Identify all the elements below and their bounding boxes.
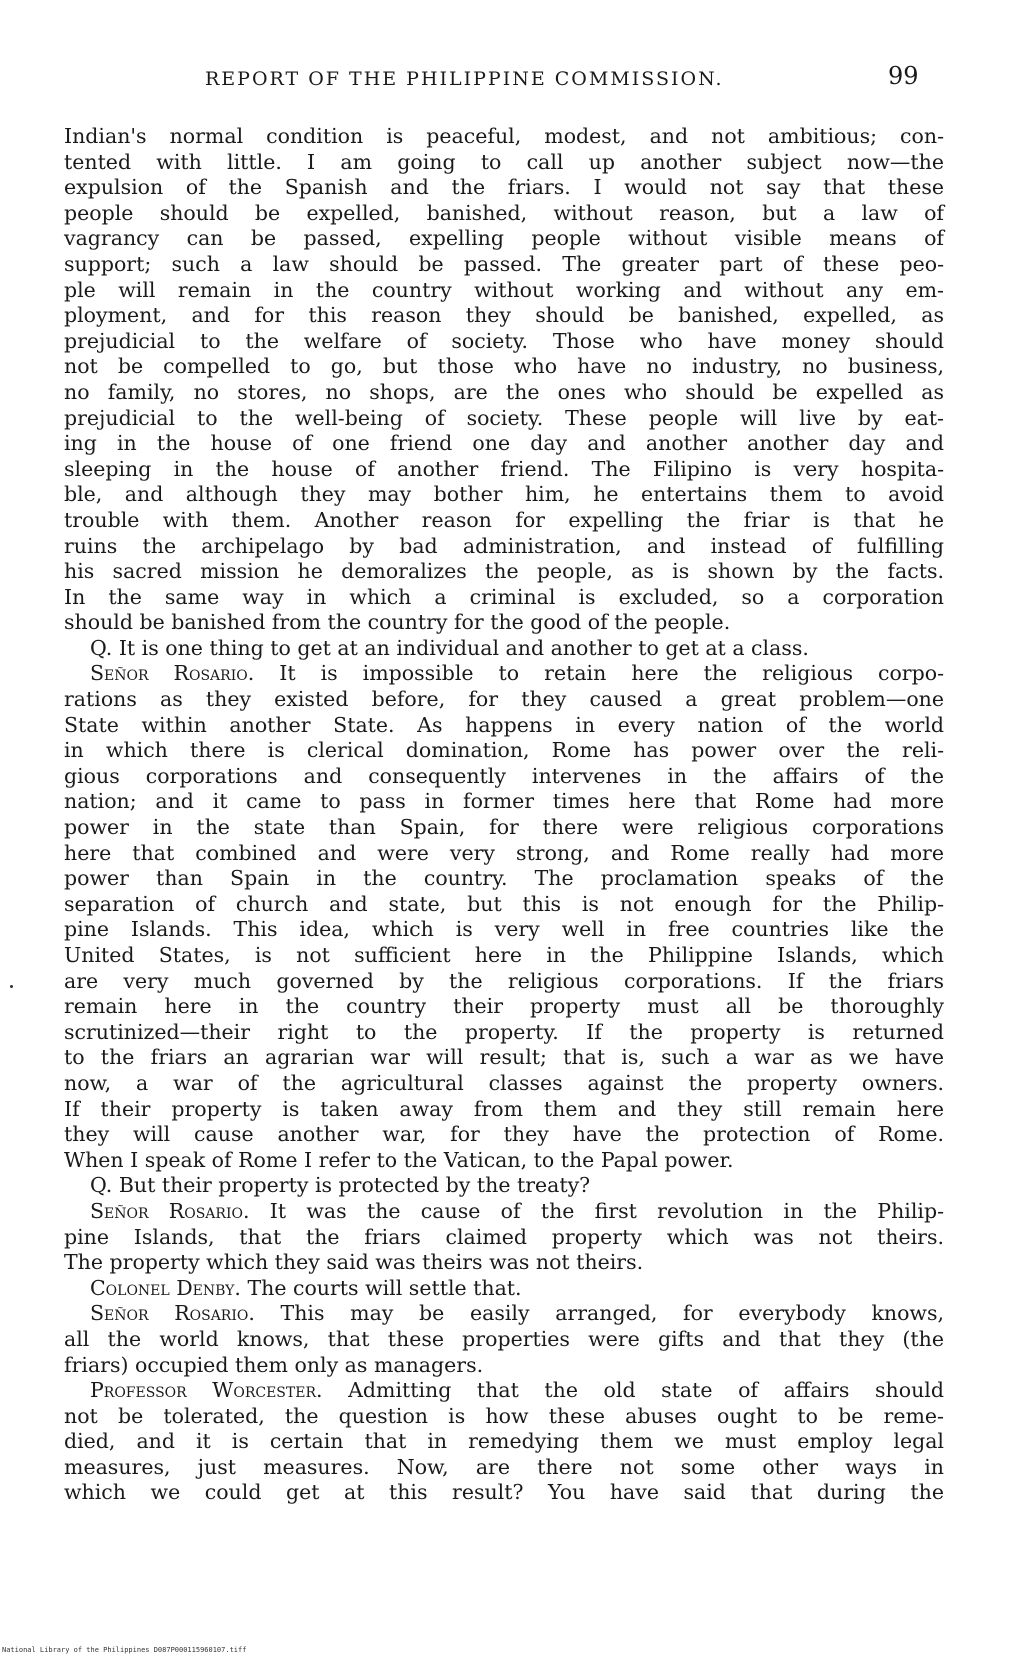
text-line xyxy=(64,457,944,483)
text-line xyxy=(64,1071,944,1097)
line-text: ing in the house of one friend one day and another another day and xyxy=(64,431,944,456)
line-text: people should be expelled, banished, without reason, but a law of xyxy=(64,200,944,225)
text-line xyxy=(64,201,944,227)
line-text: which we could get at this result? You have said that during the xyxy=(64,1480,944,1505)
text-line xyxy=(64,841,944,867)
line-text: not be tolerated, the question is how these abuses ought to be reme- xyxy=(64,1403,944,1428)
line-text: sleeping in the house of another friend. The Filipino is very hospita- xyxy=(64,456,944,481)
text-line xyxy=(64,943,944,969)
line-text: power than Spain in the country. The proclamation speaks of the xyxy=(64,866,944,891)
text-line xyxy=(64,764,944,790)
line-text: pine Islands. This idea, which is very well in free countries like the xyxy=(64,917,944,942)
line-text: in which there is clerical domination, Rome has power over the reli- xyxy=(64,738,944,763)
text-line xyxy=(64,559,944,585)
scan-source-footer: National Library of the Philippines D087P000115960107.tiff xyxy=(2,1646,247,1654)
text-line xyxy=(64,1455,944,1481)
text-line xyxy=(64,380,944,406)
text-line xyxy=(64,1122,944,1148)
text-line xyxy=(64,406,944,432)
line-text: to the friars an agrarian war will result; that is, such a war as we have xyxy=(64,1045,944,1070)
text-line xyxy=(64,585,944,611)
body-text xyxy=(64,124,944,1506)
text-line xyxy=(64,1480,944,1506)
text-line xyxy=(64,1404,944,1430)
text-line xyxy=(64,1173,944,1199)
text-line xyxy=(64,1225,944,1251)
text-line xyxy=(64,1020,944,1046)
line-text: pine Islands, that the friars claimed property which was not theirs. xyxy=(64,1224,944,1249)
line-text: It is impossible to retain here the religious corpo- xyxy=(254,661,944,686)
line-text: Q. It is one thing to get at an individual and another to get at a class. xyxy=(90,635,809,660)
text-line xyxy=(64,1353,944,1379)
line-text: they will cause another war, for they have the protection of Rome. xyxy=(64,1122,944,1147)
line-text: scrutinized—their right to the property. If the property is returned xyxy=(64,1019,944,1044)
line-text: expulsion of the Spanish and the friars. I would not say that these xyxy=(64,175,944,200)
text-line xyxy=(64,661,944,687)
text-line xyxy=(64,1301,944,1327)
line-text: In the same way in which a criminal is excluded, so a corporation xyxy=(64,584,944,609)
text-line xyxy=(64,124,944,150)
line-text: trouble with them. Another reason for expelling the friar is that he xyxy=(64,507,944,532)
text-line xyxy=(64,610,944,636)
text-line xyxy=(64,252,944,278)
text-line xyxy=(64,917,944,943)
line-text: prejudicial to the welfare of society. Those who have money should xyxy=(64,328,944,353)
line-text: Admitting that the old state of affairs should xyxy=(322,1378,944,1403)
line-text: died, and it is certain that in remedying them we must employ legal xyxy=(64,1429,944,1454)
line-text: measures, just measures. Now, are there not some other ways in xyxy=(64,1454,944,1479)
line-text: not be compelled to go, but those who have no industry, no business, xyxy=(64,354,944,379)
text-line xyxy=(64,278,944,304)
line-text: ployment, and for this reason they should be banished, expelled, as xyxy=(64,303,944,328)
line-text: ple will remain in the country without working and without any em- xyxy=(64,277,944,302)
speaker-name: Señor Rosario. xyxy=(90,1198,250,1223)
text-line xyxy=(64,789,944,815)
text-line xyxy=(64,713,944,739)
text-line xyxy=(64,687,944,713)
line-text: tented with little. I am going to call up another subject now—the xyxy=(64,149,944,174)
text-line xyxy=(64,1097,944,1123)
line-text: should be banished from the country for the good of the people. xyxy=(64,610,731,635)
line-text: remain here in the country their property must all be thoroughly xyxy=(64,994,944,1019)
text-line xyxy=(64,1276,944,1302)
running-head: REPORT OF THE PHILIPPINE COMMISSION. xyxy=(205,68,724,90)
text-line xyxy=(64,534,944,560)
speaker-name: Señor Rosario. xyxy=(90,1301,255,1326)
line-text: It was the cause of the first revolution in the Philip- xyxy=(249,1198,945,1223)
text-line xyxy=(64,994,944,1020)
line-text: The courts will settle that. xyxy=(240,1275,522,1300)
speaker-name: Colonel Denby. xyxy=(90,1275,241,1300)
text-line xyxy=(64,815,944,841)
text-line xyxy=(64,1199,944,1225)
text-line xyxy=(64,969,944,995)
line-text: The property which they said was theirs was not theirs. xyxy=(64,1250,644,1275)
text-line xyxy=(64,508,944,534)
text-line xyxy=(64,329,944,355)
line-text: vagrancy can be passed, expelling people without visible means of xyxy=(64,226,944,251)
line-text: ruins the archipelago by bad administration, and instead of fulfilling xyxy=(64,533,944,558)
line-text: friars) occupied them only as managers. xyxy=(64,1352,484,1377)
text-line xyxy=(64,1378,944,1404)
line-text: Indian's normal condition is peaceful, modest, and not ambitious; con- xyxy=(64,124,944,148)
text-line xyxy=(64,892,944,918)
text-line xyxy=(64,354,944,380)
line-text: are very much governed by the religious corporations. If the friars xyxy=(64,968,944,993)
text-line xyxy=(64,738,944,764)
line-text: power in the state than Spain, for there were religious corporations xyxy=(64,815,944,840)
speaker-name: Professor Worcester. xyxy=(90,1378,323,1403)
line-text: Q. But their property is protected by the treaty? xyxy=(90,1173,591,1198)
line-text: all the world knows, that these properties were gifts and that they (the xyxy=(64,1326,944,1351)
line-text: support; such a law should be passed. The greater part of these peo- xyxy=(64,251,944,276)
text-line xyxy=(64,150,944,176)
line-text: nation; and it came to pass in former times here that Rome had more xyxy=(64,789,944,814)
page-number: 99 xyxy=(888,62,919,90)
line-text: When I speak of Rome I refer to the Vatican, to the Papal power. xyxy=(64,1147,734,1172)
text-line xyxy=(64,1045,944,1071)
text-line xyxy=(64,303,944,329)
text-line xyxy=(64,1148,944,1174)
margin-mark xyxy=(10,985,13,988)
line-text: separation of church and state, but this is not enough for the Philip- xyxy=(64,891,944,916)
line-text: now, a war of the agricultural classes against the property owners. xyxy=(64,1070,944,1095)
line-text: prejudicial to the well-being of society. These people will live by eat- xyxy=(64,405,944,430)
text-line xyxy=(64,1429,944,1455)
line-text: If their property is taken away from them and they still remain here xyxy=(64,1096,944,1121)
text-line xyxy=(64,175,944,201)
text-line xyxy=(64,431,944,457)
text-line xyxy=(64,866,944,892)
line-text: gious corporations and consequently intervenes in the affairs of the xyxy=(64,763,944,788)
line-text: here that combined and were very strong, and Rome really had more xyxy=(64,840,944,865)
line-text: This may be easily arranged, for everybody knows, xyxy=(254,1301,944,1326)
line-text: no family, no stores, no shops, are the ones who should be expelled as xyxy=(64,379,944,404)
line-text: United States, is not sufficient here in the Philippine Islands, which xyxy=(64,943,944,967)
text-line xyxy=(64,636,944,662)
line-text: State within another State. As happens in every nation of the world xyxy=(64,712,944,737)
line-text: ble, and although they may bother him, he entertains them to avoid xyxy=(64,482,944,507)
text-line xyxy=(64,1250,944,1276)
text-line xyxy=(64,482,944,508)
text-line xyxy=(64,226,944,252)
line-text: his sacred mission he demoralizes the people, as is shown by the facts. xyxy=(64,559,944,584)
speaker-name: Señor Rosario. xyxy=(90,661,255,686)
text-line xyxy=(64,1327,944,1353)
line-text: rations as they existed before, for they caused a great problem—one xyxy=(64,687,944,712)
